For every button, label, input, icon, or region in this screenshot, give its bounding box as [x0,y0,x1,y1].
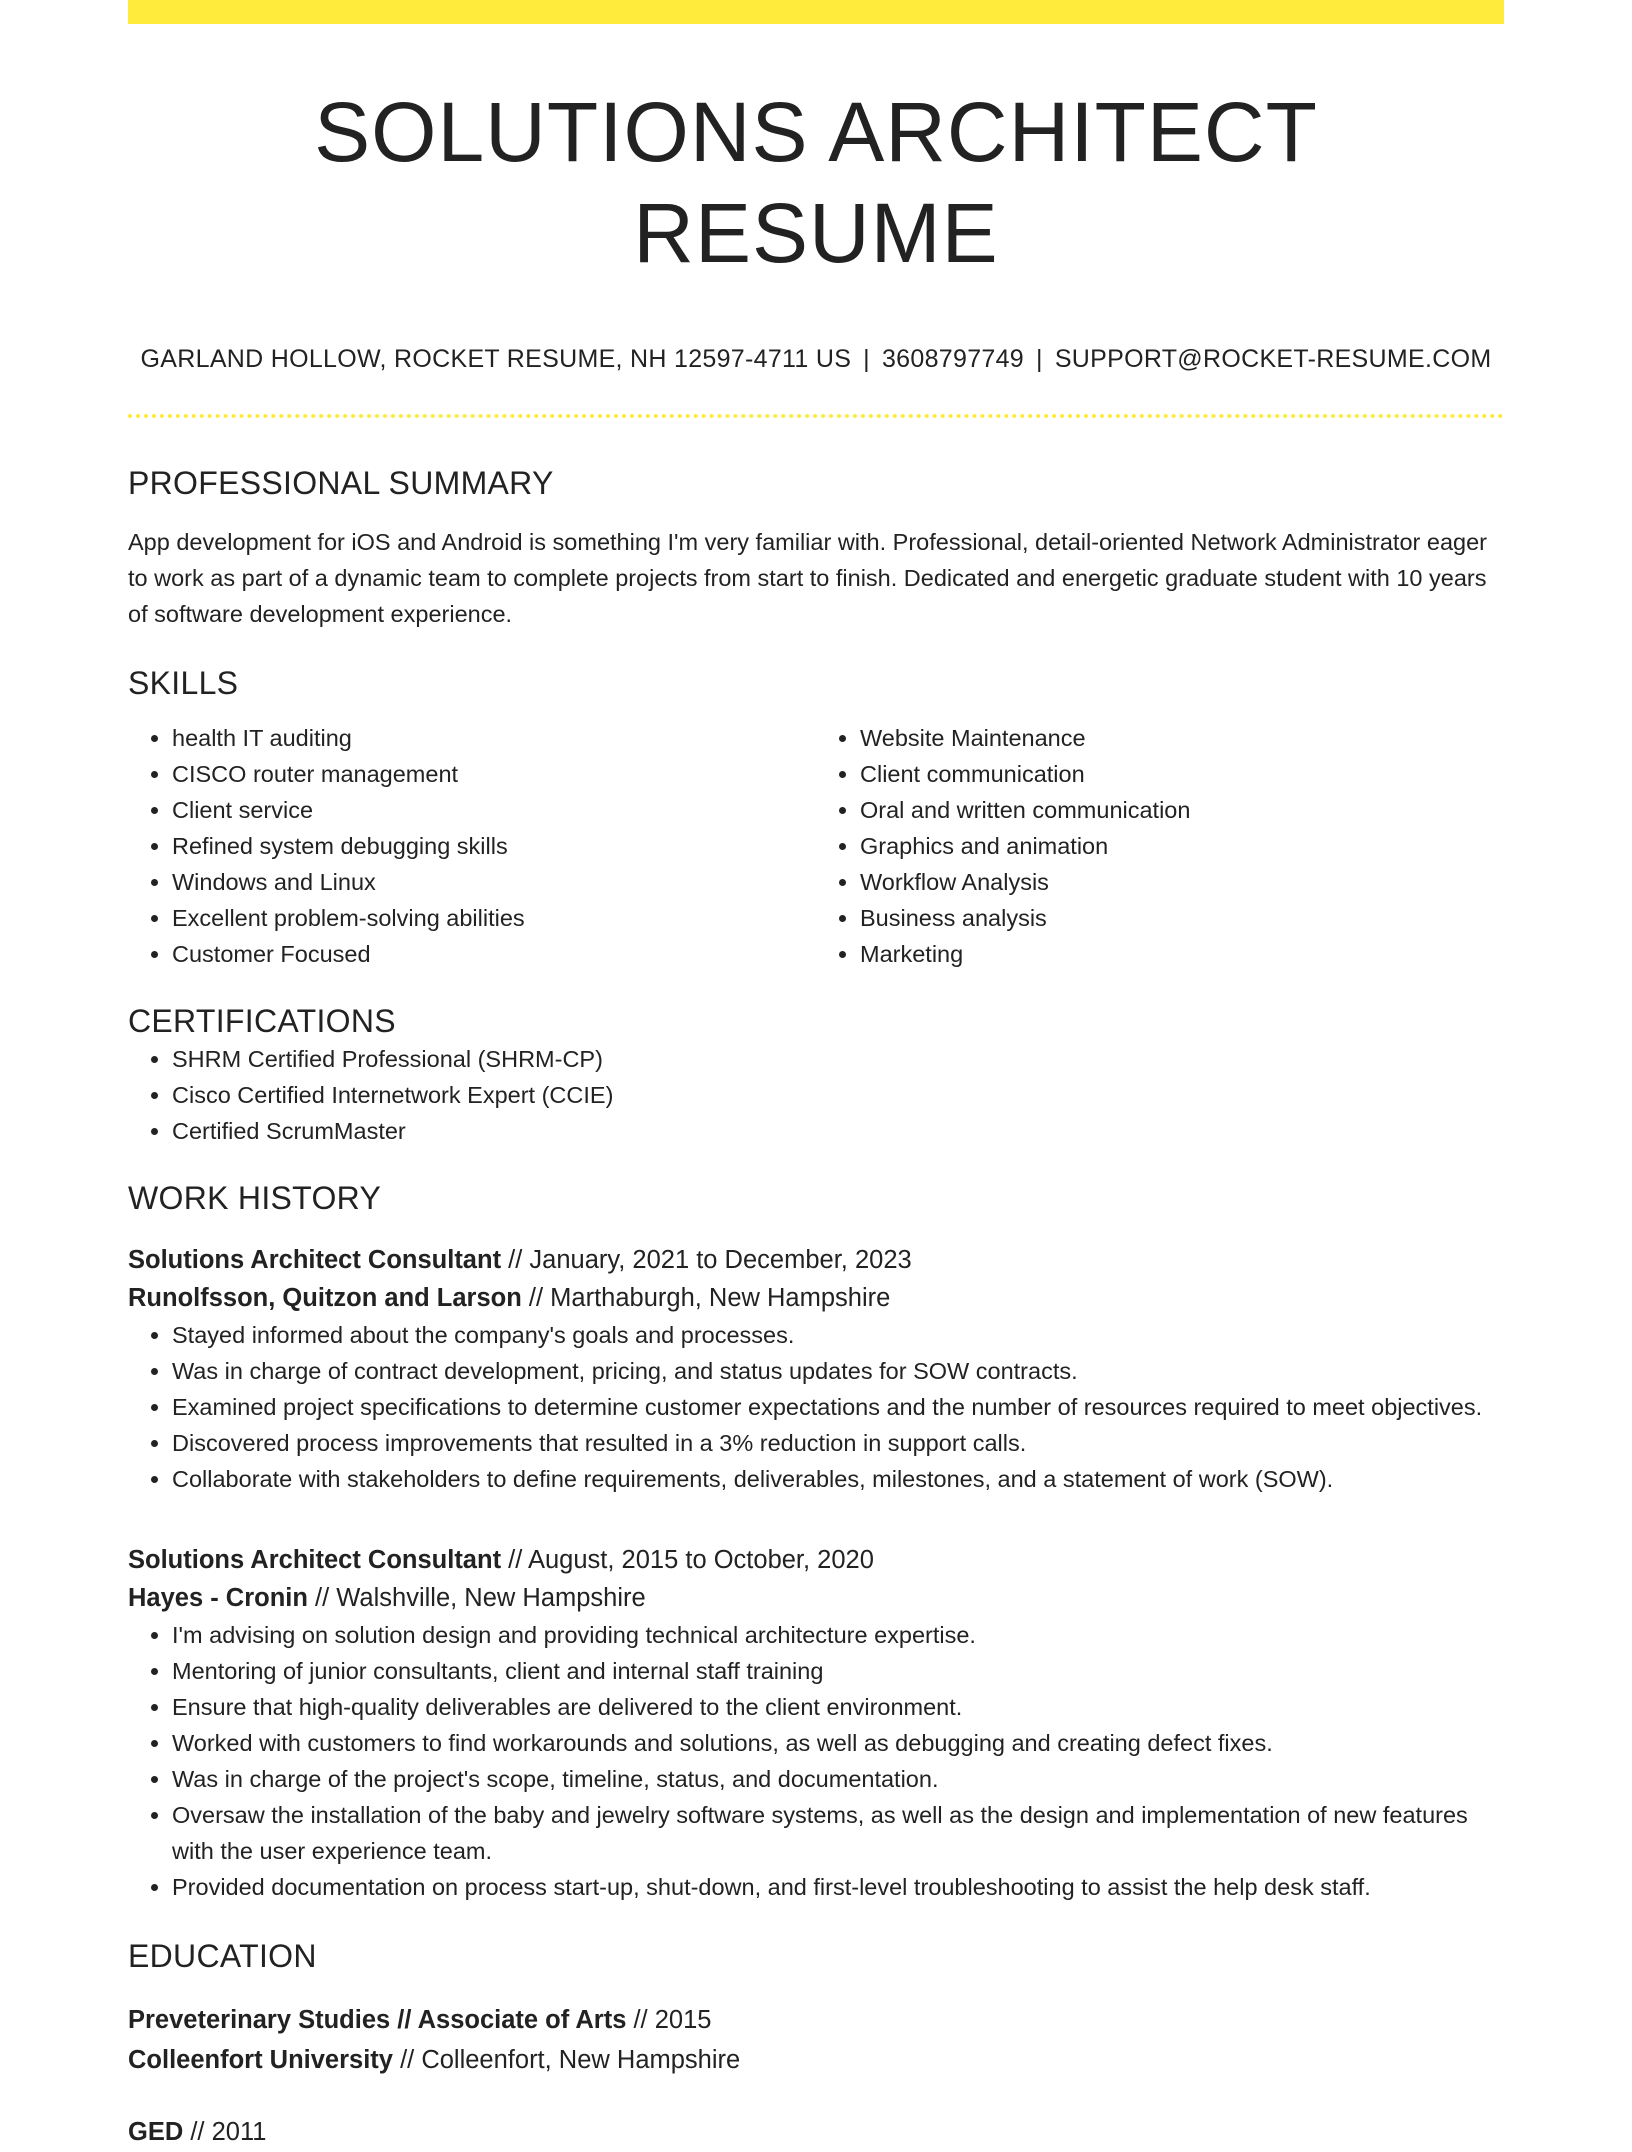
contact-phone: 3608797749 [881,344,1025,373]
resume-page [128,0,1504,2152]
work-history-heading: WORK HISTORY [128,1179,382,1216]
accent-bar [128,0,1504,24]
job-bullet: • Was in charge of contract development, pricing, and status updates for SOW contracts. [172,1353,1504,1389]
dotted-divider [128,414,1504,418]
job-bullet: • Oversaw the installation of the baby and jewelry software systems, as well as the design and implementation of new features with the user experience team. [172,1797,1504,1869]
job-bullet: • Stayed informed about the company's goals and processes. [172,1317,1504,1353]
education-degree-line [128,2000,1504,2040]
skill-item: • Excellent problem-solving abilities [172,900,816,936]
education-heading: EDUCATION [128,1938,317,1975]
job-bullet: • Ensure that high-quality deliverables are delivered to the client environment. [172,1689,1504,1725]
skill-item: • CISCO router management [172,756,816,792]
job-company: Hayes - Cronin [128,1584,308,1613]
education-entry [128,2112,1504,2152]
certifications-heading: CERTIFICATIONS [128,1003,396,1040]
job-title-line [128,1541,1504,1579]
contact-address: GARLAND HOLLOW, ROCKET RESUME, NH 12597-4711 US [140,344,852,373]
education-entry [128,2000,1504,2080]
job-bullet: • Discovered process improvements that resulted in a 3% reduction in support calls. [172,1425,1504,1461]
skill-item: • Client communication [860,756,1504,792]
skills-list-right [816,720,1504,972]
job-bullet: • Examined project specifications to determine customer expectations and the number of resources required to meet objectives. [172,1389,1504,1425]
skills-heading: SKILLS [128,664,239,701]
education-year: // 2011 [183,2117,267,2146]
skill-item: • Refined system debugging skills [172,828,816,864]
skill-item: • health IT auditing [172,720,816,756]
skill-item: • Website Maintenance [860,720,1504,756]
contact-email: SUPPORT@ROCKET-RESUME.COM [1054,344,1492,373]
job-role: Solutions Architect Consultant [128,1246,502,1275]
job-role: Solutions Architect Consultant [128,1546,502,1575]
job-title-line [128,1241,1504,1279]
certification-item: • Certified ScrumMaster [172,1113,1504,1149]
job-location: // Walshville, New Hampshire [307,1584,646,1613]
skill-item: • Oral and written communication [860,792,1504,828]
skill-item: • Client service [172,792,816,828]
summary-heading: PROFESSIONAL SUMMARY [128,464,554,501]
job-bullet: • Worked with customers to find workarounds and solutions, as well as debugging and creating defect fixes. [172,1725,1504,1761]
job-bullet: • Was in charge of the project's scope, timeline, status, and documentation. [172,1761,1504,1797]
job-bullets [128,1317,1504,1497]
education-degree-line [128,2112,1504,2152]
job-bullet: • Mentoring of junior consultants, client and internal staff training [172,1653,1504,1689]
summary-text: App development for iOS and Android is something I'm very familiar with. Professional, detail-oriented Network Administrator eager to work as part of a dynamic team to complete projects from start to finish. Dedicated and energetic graduate student with 10 years of software development experience. [128,528,1487,627]
skill-item: • Workflow Analysis [860,864,1504,900]
education-year: // 2015 [626,2005,712,2034]
skill-item: • Customer Focused [172,936,816,972]
job-bullet: • Collaborate with stakeholders to define requirements, deliverables, milestones, and a statement of work (SOW). [172,1461,1504,1497]
education-school-line [128,2040,1504,2080]
contact-separator: | [863,344,870,373]
skill-item: • Graphics and animation [860,828,1504,864]
contact-separator: | [1036,344,1043,373]
job-entry [128,1241,1504,1497]
skill-item: • Windows and Linux [172,864,816,900]
education-school: Colleenfort University [128,2045,393,2074]
certification-item: • SHRM Certified Professional (SHRM-CP) [172,1041,1504,1077]
certifications-list [128,1041,1504,1149]
education-location: // Colleenfort, New Hampshire [392,2045,741,2074]
job-dates: // August, 2015 to October, 2020 [501,1546,874,1575]
resume-title: SOLUTIONS ARCHITECT RESUME [314,85,1318,280]
skills-list-left [128,720,816,972]
job-company-line [128,1579,1504,1617]
skill-item: • Marketing [860,936,1504,972]
job-entry [128,1541,1504,1905]
job-company: Runolfsson, Quitzon and Larson [128,1284,522,1313]
skill-item: • Business analysis [860,900,1504,936]
job-bullets [128,1617,1504,1905]
job-bullet: • Provided documentation on process start-up, shut-down, and first-level troubleshooting to assist the help desk staff. [172,1869,1504,1905]
job-company-line [128,1279,1504,1317]
education-degree: Preveterinary Studies // Associate of Arts [128,2005,627,2034]
skills-grid [128,720,1504,972]
job-location: // Marthaburgh, New Hampshire [521,1284,891,1313]
contact-line [128,344,1504,374]
job-dates: // January, 2021 to December, 2023 [501,1246,912,1275]
certification-item: • Cisco Certified Internetwork Expert (CCIE) [172,1077,1504,1113]
job-bullet: • I'm advising on solution design and providing technical architecture expertise. [172,1617,1504,1653]
education-degree: GED [128,2117,184,2146]
